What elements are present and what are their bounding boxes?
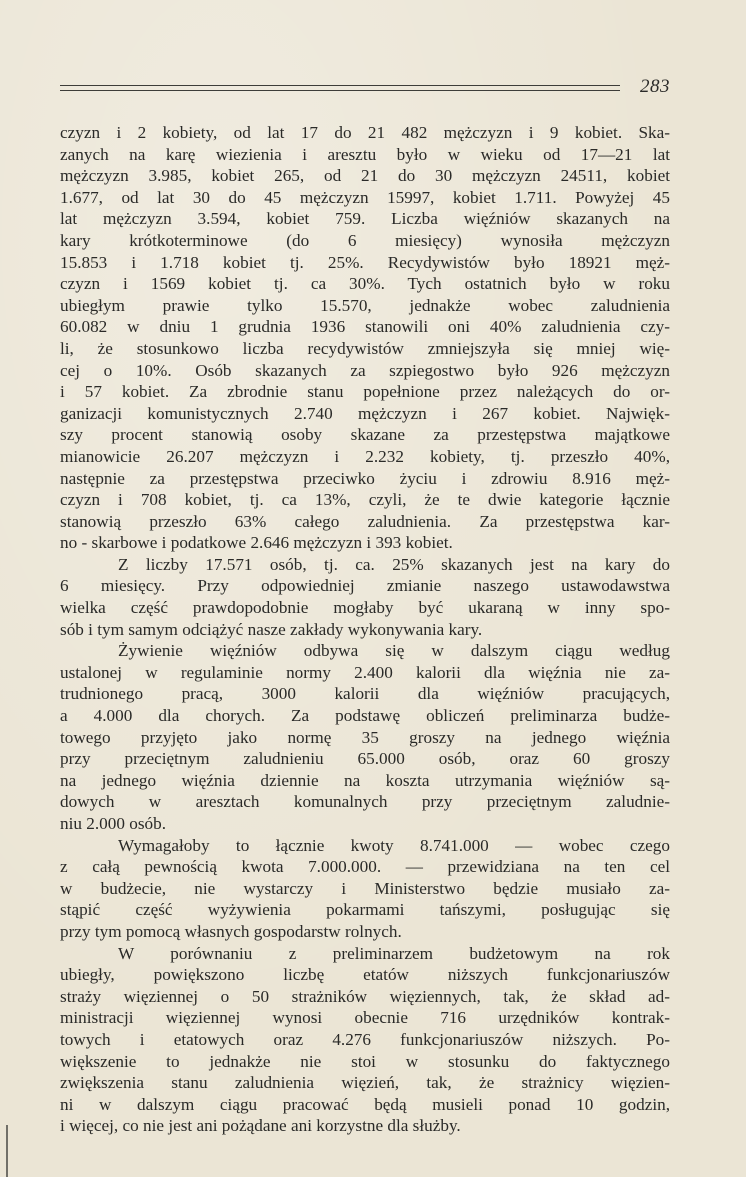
text-line: 1.677, od lat 30 do 45 mężczyzn 15997, kobiet 1.711. Powyżej 45 <box>60 187 670 207</box>
text-line: towych i etatowych oraz 4.276 funkcjonariuszów niższych. Po- <box>60 1029 670 1049</box>
text-line: kary krótkoterminowe (do 6 miesięcy) wynosiła mężczyzn <box>60 230 670 250</box>
text-line: sób i tym samym odciążyć nasze zakłady wykonywania kary. <box>60 619 483 639</box>
text-line: 15.853 i 1.718 kobiet tj. 25%. Recydywistów było 18921 męż- <box>60 252 670 272</box>
text-line: większenie to jednakże nie stoi w stosunku do faktycznego <box>60 1051 670 1071</box>
text-line: i więcej, co nie jest ani pożądane ani korzystne dla służby. <box>60 1116 461 1136</box>
text-line: W porównaniu z preliminarzem budżetowym na rok <box>118 943 670 963</box>
text-line: ministracji więziennej wynosi obecnie 716 urzędników kontrak- <box>60 1008 670 1028</box>
text-line: przy tym pomocą własnych gospodarstw rolnych. <box>60 921 402 941</box>
text-line: czyzn i 1569 kobiet tj. ca 30%. Tych ostatnich było w roku <box>60 274 670 294</box>
text-line: stąpić część wyżywienia pokarmami tańszymi, posługując się <box>60 900 670 920</box>
text-line: na jednego więźnia dziennie na koszta utrzymania więźniów są- <box>60 770 670 790</box>
text-line: następnie za przestępstwa przeciwko życiu i zdrowiu 8.916 męż- <box>60 468 670 488</box>
text-line: a 4.000 dla chorych. Za podstawę obliczeń preliminarza budże- <box>60 706 670 726</box>
text-line: li, że stosunkowo liczba recydywistów zmniejszyła się mniej wię- <box>60 338 670 358</box>
header-rule-bottom <box>60 90 620 91</box>
page-header <box>60 76 670 100</box>
paragraph <box>60 943 670 1137</box>
text-line: trudnionego pracą, 3000 kalorii dla więźniów pracujących, <box>60 684 670 704</box>
text-line: towego przyjęto jako normę 35 groszy na jednego więźnia <box>60 727 670 747</box>
text-line: 6 miesięcy. Przy odpowiedniej zmianie naszego ustawodawstwa <box>60 576 670 596</box>
text-line: i 57 kobiet. Za zbrodnie stanu popełnione przez należących do or- <box>60 382 670 402</box>
text-line: lat mężczyzn 3.594, kobiet 759. Liczba więźniów skazanych na <box>60 209 670 229</box>
text-line: mianowicie 26.207 mężczyzn i 2.232 kobiety, tj. przeszło 40%, <box>60 446 670 466</box>
text-line: 60.082 w dniu 1 grudnia 1936 stanowili oni 40% zaludnienia czy- <box>60 317 670 337</box>
paragraph <box>60 122 670 554</box>
text-line: ubiegły, powiększono liczbę etatów niższych funkcjonariuszów <box>60 965 670 985</box>
text-line: niu 2.000 osób. <box>60 814 166 833</box>
text-line: zwiększenia stanu zaludnienia więzień, tak, że strażnicy więzien- <box>60 1073 670 1093</box>
text-line: cej o 10%. Osób skazanych za szpiegostwo było 926 mężczyzn <box>60 360 670 380</box>
text-line: no - skarbowe i podatkowe 2.646 mężczyzn i 393 kobiet. <box>60 533 453 553</box>
body-text <box>60 122 670 1137</box>
text-line: Wymagałoby to łącznie kwoty 8.741.000 — wobec czego <box>118 835 670 855</box>
header-rule-top <box>60 85 620 86</box>
text-line: dowych w aresztach komunalnych przy przeciętnym zaludnie- <box>60 792 670 812</box>
text-line: stanowią przeszło 63% całego zaludnienia. Za przestępstwa kar- <box>60 511 670 531</box>
text-line: czyzn i 2 kobiety, od lat 17 do 21 482 mężczyzn i 9 kobiet. Ska- <box>60 123 670 142</box>
text-line: Z liczby 17.571 osób, tj. ca. 25% skazanych jest na kary do <box>118 554 670 574</box>
binding-edge-mark <box>6 1125 8 1177</box>
text-line: mężczyzn 3.985, kobiet 265, od 21 do 30 mężczyzn 24511, kobiet <box>60 166 670 186</box>
page-number: 283 <box>640 76 670 97</box>
text-line: przy przeciętnym zaludnieniu 65.000 osób, oraz 60 groszy <box>60 749 670 769</box>
paragraph <box>60 835 670 943</box>
text-line: ni w dalszym ciągu pracować będą musieli ponad 10 godzin, <box>60 1094 670 1114</box>
paragraph <box>60 640 670 834</box>
text-line: z całą pewnością kwota 7.000.000. — przewidziana na ten cel <box>60 857 670 877</box>
text-line: wielka część prawdopodobnie mogłaby być ukaraną w inny spo- <box>60 598 670 618</box>
text-line: szy procent stanowią osoby skazane za przestępstwa majątkowe <box>60 425 670 445</box>
text-line: ganizacji komunistycznych 2.740 mężczyzn i 267 kobiet. Najwięk- <box>60 403 670 423</box>
text-line: Żywienie więźniów odbywa się w dalszym ciągu według <box>118 641 670 661</box>
text-line: ubiegłym prawie tylko 15.570, jednakże wobec zaludnienia <box>60 295 670 315</box>
text-line: czyzn i 708 kobiet, tj. ca 13%, czyli, że te dwie kategorie łącznie <box>60 490 670 510</box>
text-line: zanych na karę wiezienia i aresztu było w wieku od 17—21 lat <box>60 144 670 164</box>
text-line: straży więziennej o 50 strażników więziennych, tak, że skład ad- <box>60 986 670 1006</box>
paragraph <box>60 554 670 640</box>
text-line: w budżecie, nie wystarczy i Ministerstwo będzie musiało za- <box>60 878 670 898</box>
text-line: ustalonej w regulaminie normy 2.400 kalorii dla więźnia nie za- <box>60 662 670 682</box>
